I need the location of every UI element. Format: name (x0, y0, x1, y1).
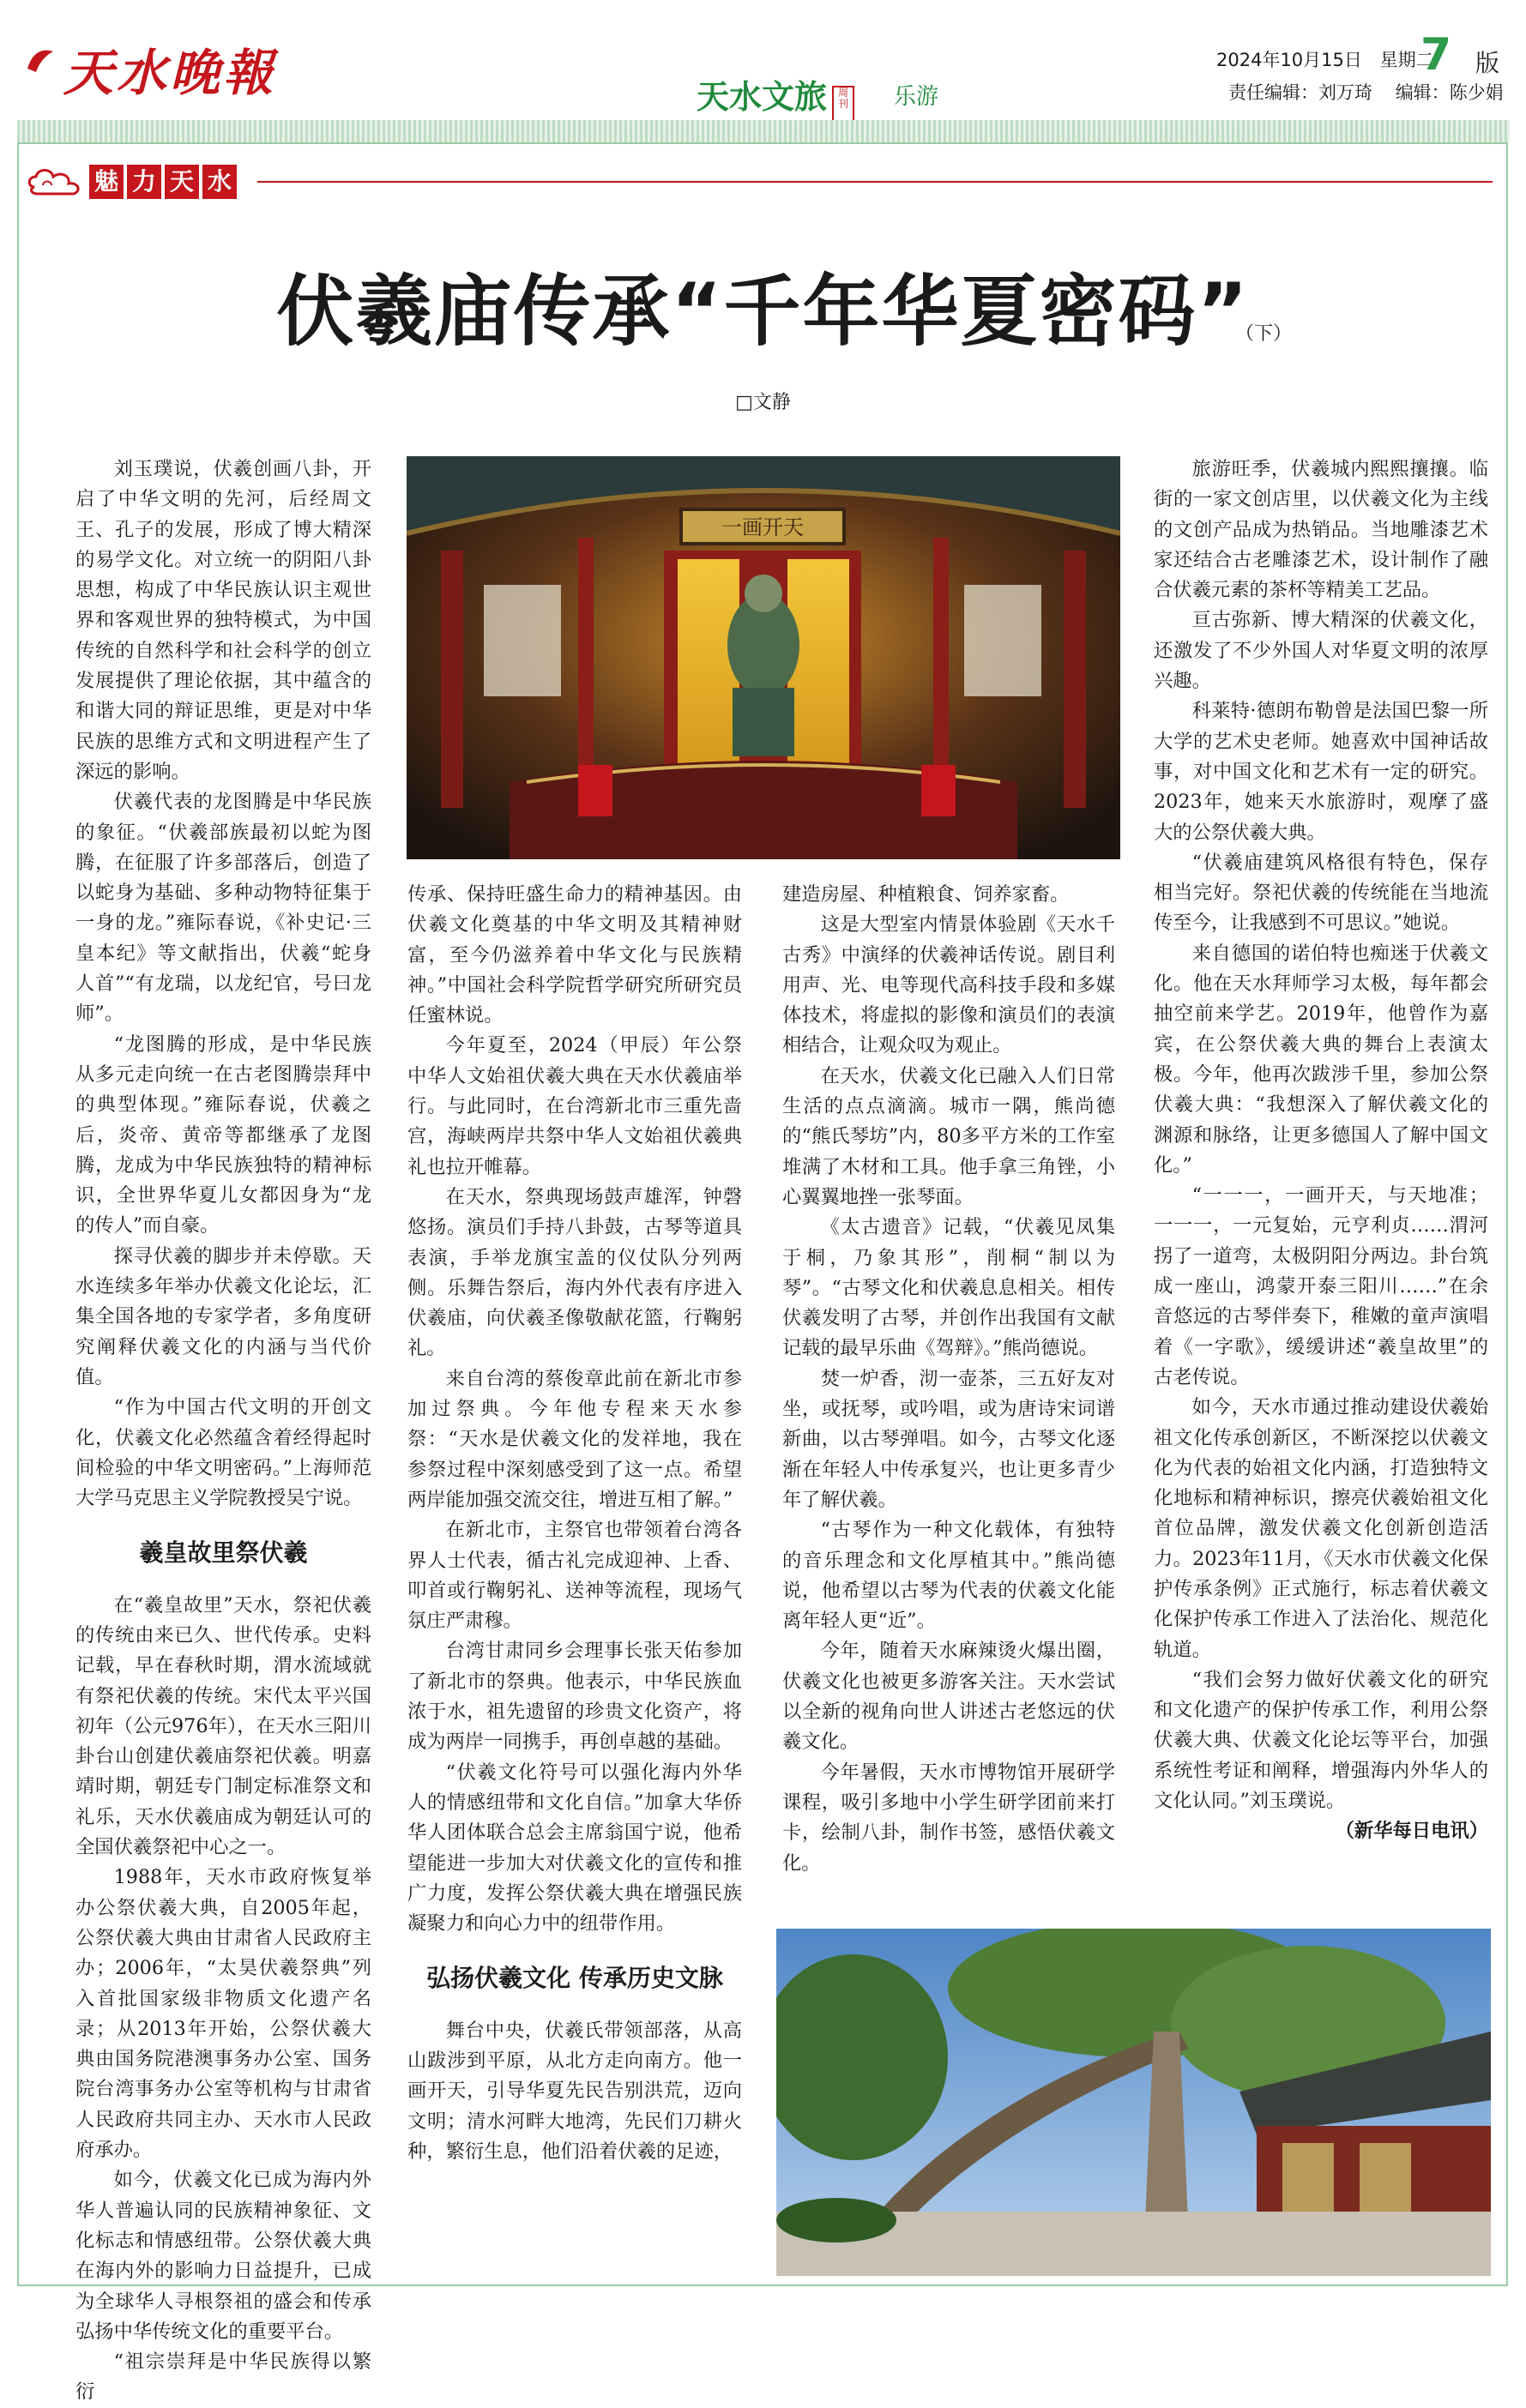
paragraph: 刘玉璞说，伏羲创画八卦，开启了中华文明的先河，后经周文王、孔子的发展，形成了博大精深的易学文化。对立统一的阴阳八卦思想，构成了中华民族认识主观世界和客观世界的独特模式，为中国传统的自然科学和社会科学的创立发展提供了理论依据，其中蕴含的和谐大同的辩证思维，更是对中华民族的思维方式和文明进程产生了深远的影响。 (75, 458, 371, 783)
column-tag-char: 魅 (89, 165, 124, 199)
article-column-4 (1154, 455, 1488, 1847)
paragraph: “伏羲文化符号可以强化海内外华人的情感纽带和文化自信。”加拿大华侨华人团体联合总会主席翁国宁说，他希望能进一步加大对伏羲文化的宣传和推广力度，发挥公祭伏羲大典在增强民族凝聚力和向心力中的纽带作用。 (407, 1761, 742, 1935)
editor-credits (1228, 79, 1504, 105)
paragraph: 建造房屋、种植粮食、饲养家畜。 (782, 883, 1070, 906)
paragraph: 科莱特·德朗布勒曾是法国巴黎一所大学的艺术史老师。她喜欢中国神话故事，对中国文化和艺术有一定的研究。2023年，她来天水旅游时，观摩了盛大的公祭伏羲大典。 (1154, 700, 1488, 844)
paragraph: “古琴作为一种文化载体，有独特的音乐理念和文化厚植其中。”熊尚德说，他希望以古琴为代表的伏羲文化能离年轻人更“近”。 (782, 1519, 1115, 1633)
paragraph: 传承、保持旺盛生命力的精神基因。由伏羲文化奠基的中华文明及其精神财富，至今仍滋养着中华文化与民族精神。”中国社会科学院哲学研究所研究员任蜜林说。 (407, 883, 742, 1027)
paragraph: “作为中国古代文明的开创文化，伏羲文化必然蕴含着经得起时间检验的中华文明密码。”上海师范大学马克思主义学院教授吴宁说。 (75, 1396, 371, 1510)
newspaper-logo: 天水晚報 (63, 44, 277, 102)
paragraph: 探寻伏羲的脚步并未停歇。天水连续多年举办伏羲文化论坛，汇集全国各地的专家学者，多角度研究阐释伏羲文化的内涵与当代价值。 (75, 1244, 371, 1388)
column-tag-rule (257, 181, 1493, 183)
section-stamp: 周刊 (832, 86, 854, 123)
column-tag-char: 天 (165, 165, 199, 199)
article-title: 伏羲庙传承“千年华夏密码” (276, 267, 1250, 357)
page-unit: 版 (1475, 49, 1500, 77)
newspaper-logo-icon (24, 43, 58, 77)
paragraph: 如今，天水市通过推动建设伏羲始祖文化传承创新区，不断深挖以伏羲文化为代表的始祖文化内涵，打造独特文化地标和精神标识，擦亮伏羲始祖文化首位品牌，激发伏羲文化创新创造活力。2023年11月，《天水市伏羲文化保护传承条例》正式施行，标志着伏羲文化保护传承工作进入了法治化、规范化轨道。 (1154, 1396, 1488, 1661)
paragraph: 伏羲代表的龙图腾是中华民族的象征。“伏羲部族最初以蛇为图腾，在征服了许多部落后，创造了以蛇身为基础、多种动物特征集于一身的龙。”雍际春说，《补史记·三皇本纪》等文献指出，伏羲“蛇身人首”“有龙瑞，以龙纪官，号曰龙师”。 (75, 791, 371, 1026)
paragraph: 台湾甘肃同乡会理事长张天佑参加了新北市的祭典。他表示，中华民族血浓于水，祖先遗留的珍贵文化资产，将成为两岸一同携手，再创卓越的基础。 (407, 1640, 742, 1754)
paragraph: 今年暑假，天水市博物馆开展研学课程，吸引多地中小学生研学团前来打卡，绘制八卦，制作书签，感悟伏羲文化。 (782, 1761, 1115, 1875)
page-number: 7 (1420, 29, 1452, 81)
chief-editor: 刘万琦 (1318, 82, 1372, 103)
paragraph: 来自德国的诺伯特也痴迷于伏羲文化。他在天水拜师学习太极，每年都会抽空前来学艺。2019年，他曾作为嘉宾，在公祭伏羲大典的舞台上表演太极。今年，他再次跋涉千里，参加公祭伏羲大典：“我想深入了解伏羲文化的渊源和脉络，让更多德国人了解中国文化。” (1154, 942, 1488, 1177)
paragraph: 在新北市，主祭官也带领着台湾各界人士代表，循古礼完成迎神、上香、叩首或行鞠躬礼、送神等流程，现场气氛庄严肃穆。 (407, 1519, 742, 1633)
paragraph: 今年，随着天水麻辣烫火爆出圈，伏羲文化也被更多游客关注。天水尝试以全新的视角向世人讲述古老悠远的伏羲文化。 (782, 1640, 1115, 1754)
issue-weekday: 星期二 (1379, 50, 1434, 70)
section-badge (697, 70, 854, 123)
article-title-suffix: （下） (1235, 323, 1293, 345)
paragraph: “我们会努力做好伏羲文化的研究和文化遗产的保护传承工作，利用公祭伏羲大典、伏羲文化论坛等平台，加强系统性考证和阐释，增强海内外华人的文化认同。”刘玉璞说。 (1154, 1668, 1488, 1813)
paragraph: 如今，伏羲文化已成为海内外华人普遍认同的民族精神象征、文化标志和情感纽带。公祭伏羲大典在海内外的影响力日益提升，已成为全球华人寻根祭祖的盛会和传承弘扬中华传统文化的重要平台。 (75, 2169, 371, 2343)
paragraph: “祖宗崇拜是中华民族得以繁衍 (75, 2351, 371, 2404)
paragraph: 来自台湾的蔡俊章此前在新北市参加过祭典。今年他专程来天水参祭：“天水是伏羲文化的发祥地，我在参祭过程中深刻感受到了这一点。希望两岸能加强交流交往，增进互相了解。” (407, 1367, 742, 1511)
paragraph: 焚一炉香，沏一壶茶，三五好友对坐，或抚琴，或吟唱，或为唐诗宋词谱新曲，以古琴弹唱。如今，古琴文化逐渐在年轻人中传承复兴，也让更多青少年了解伏羲。 (782, 1367, 1115, 1511)
news-credit: （新华每日电讯） (1335, 1820, 1488, 1843)
article-column-1 (75, 455, 371, 2408)
column-tag-char: 水 (202, 165, 237, 199)
paragraph: 这是大型室内情景体验剧《天水千古秀》中演绎的伏羲神话传说。剧目利用声、光、电等现代高科技手段和多媒体技术，将虚拟的影像和演员们的表演相结合，让观众叹为观止。 (782, 913, 1115, 1057)
cloud-ornament-icon (26, 161, 87, 202)
temple-plaque-text: 一画开天 (721, 515, 804, 539)
issue-date-line (1216, 46, 1434, 72)
paragraph: 在天水，伏羲文化已融入人们日常生活的点点滴滴。城市一隅，熊尚德的“熊氏琴坊”内，80多平方米的工作室堆满了木材和工具。他手拿三角锉，小心翼翼地挫一张琴面。 (782, 1064, 1115, 1208)
paragraph: 在“羲皇故里”天水，祭祀伏羲的传统由来已久、世代传承。史料记载，早在春秋时期，渭水流域就有祭祀伏羲的传统。宋代太平兴国初年（公元976年），在天水三阳川卦台山创建伏羲庙祭祀伏羲。明嘉靖时期，朝廷专门制定标准祭文和礼乐，天水伏羲庙成为朝廷认可的全国伏羲祭祀中心之一。 (75, 1593, 371, 1859)
paragraph: 舞台中央，伏羲氏带领部落，从高山跋涉到平原，从北方走向南方。他一画开天，引导华夏先民告别洪荒，迈向文明；清水河畔大地湾，先民们刀耕火种，繁衍生息，他们沿着伏羲的足迹， (407, 2019, 742, 2163)
paragraph: 1988年，天水市政府恢复举办公祭伏羲大典，自2005年起，公祭伏羲大典由甘肃省人民政府主办；2006年，“太昊伏羲祭典”列入首批国家级非物质文化遗产名录；从2013年开始，公祭伏羲大典由国务院港澳事务办公室、国务院台湾事务办公室等机构与甘肃省人民政府共同主办、天水市人民政府承办。 (75, 1866, 371, 2162)
editor: 陈少娟 (1449, 82, 1504, 103)
header-rule (17, 120, 1510, 142)
paragraph: “一一一，一画开天，与天地准；一一一，一元复始，元亨利贞……渭河拐了一道弯，太极阴阳分两边。卦台筑成一座山，鸿蒙开泰三阳川……”在余音悠远的古琴伴奏下，稚嫩的童声演唱着《一字歌》，缓缓讲述“羲皇故里”的古老传说。 (1154, 1184, 1488, 1388)
section-heading: 弘扬伏羲文化 传承历史文脉 (426, 1964, 723, 1993)
section-heading: 羲皇故里祭伏羲 (139, 1538, 308, 1568)
fuxi-temple-hall-photo (407, 456, 1120, 859)
paragraph: 在天水，祭典现场鼓声雄浑，钟磬悠扬。演员们手持八卦鼓，古琴等道具表演，手举龙旗宝盖的仪仗队分列两侧。乐舞告祭后，海内外代表有序进入伏羲庙，向伏羲圣像敬献花篮，行鞠躬礼。 (407, 1185, 742, 1360)
paragraph: 亘古弥新、博大精深的伏羲文化，还激发了不少外国人对华夏文明的浓厚兴趣。 (1154, 609, 1488, 693)
column-tag (89, 165, 240, 199)
paragraph: “龙图腾的形成，是中华民族从多元走向统一在古老图腾崇拜中的典型体现。”雍际春说，伏羲之后，炎帝、黄帝等都继承了龙图腾，龙成为中华民族独特的精神标识，全世界华夏儿女都因身为“龙的传人”而自豪。 (75, 1032, 371, 1237)
section-name: 天水文旅 (697, 78, 828, 116)
column-tag-char: 力 (127, 165, 161, 199)
paragraph: 旅游旺季，伏羲城内熙熙攘攘。临街的一家文创店里，以伏羲文化为主线的文创产品成为热销品。当地雕漆艺术家还结合古老雕漆艺术，设计制作了融合伏羲元素的茶杯等精美工艺品。 (1154, 458, 1488, 602)
ancient-cypress-courtyard-photo (776, 1929, 1491, 2276)
paragraph: “伏羲庙建筑风格很有特色，保存相当完好。祭祀伏羲的传统能在当地流传至今，让我感到不可思议。”她说。 (1154, 851, 1488, 935)
chief-editor-label: 责任编辑： (1228, 82, 1318, 103)
issue-date: 2024年10月15日 (1216, 50, 1362, 70)
article-column-3 (782, 880, 1115, 1879)
paragraph: 《太古遗音》记载，“伏羲见凤集于桐，乃象其形”，削桐“制以为琴”。“古琴文化和伏羲息息相关。相传伏羲发明了古琴，并创作出我国有文献记载的最早乐曲《驾辩》。”熊尚德说。 (782, 1216, 1115, 1360)
byline: □文静 (735, 392, 791, 413)
editor-label: 编辑： (1395, 82, 1450, 103)
paragraph: 今年夏至，2024（甲辰）年公祭中华人文始祖伏羲大典在天水伏羲庙举行。与此同时，在台湾新北市三重先啬宫，海峡两岸共祭中华人文始祖伏羲典礼也拉开帷幕。 (407, 1034, 742, 1178)
article-column-2 (407, 880, 742, 2167)
column-name: 乐游 (894, 84, 939, 110)
